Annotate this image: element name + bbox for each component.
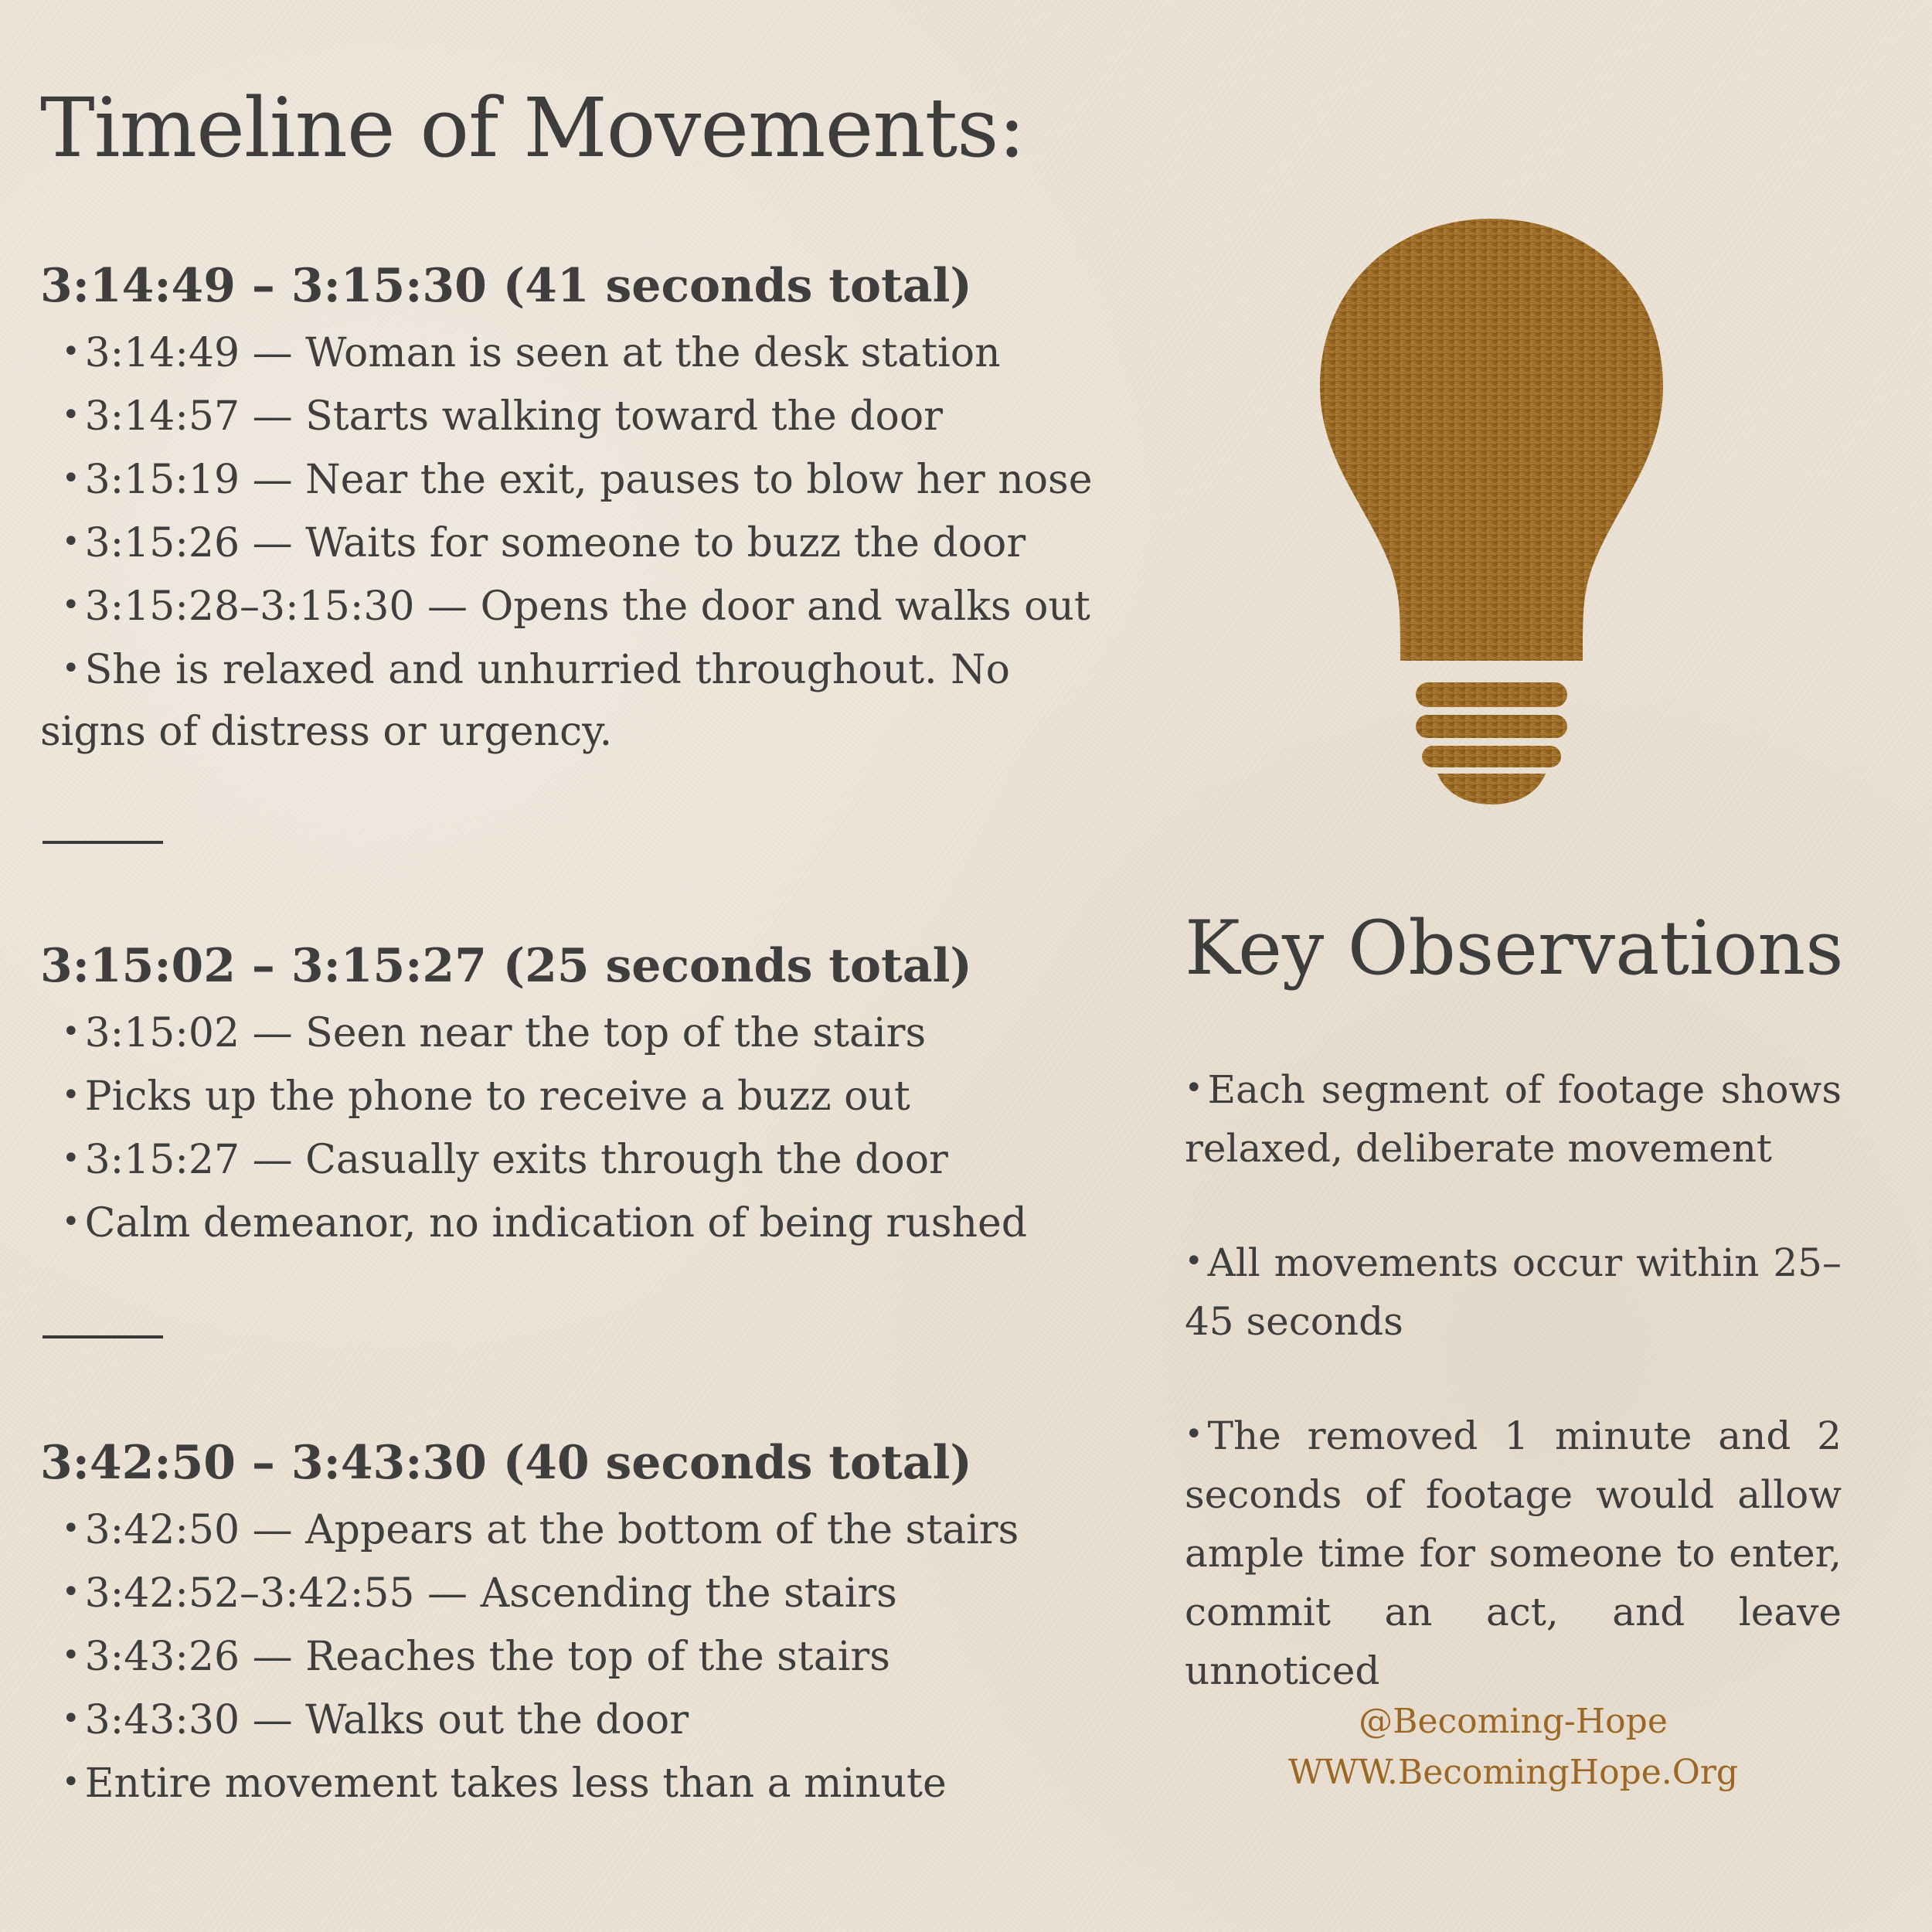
divider-1 [43,841,163,844]
bulb-base-ring-2 [1416,715,1567,738]
list-item: • All movements occur within 25–45 seconds [1185,1240,1842,1344]
social-handle: @Becoming-Hope [1359,1702,1668,1741]
list-item: • 3:42:52–3:42:55 — Ascending the stairs [62,1570,897,1617]
list-item: • Picks up the phone to receive a buzz out [62,1073,910,1120]
bullet-icon: • [1185,1243,1203,1279]
bullet-icon: • [62,1574,80,1610]
bullet-icon: • [62,1014,80,1049]
segment-list [40,1001,1028,1254]
bullet-icon: • [62,1701,80,1736]
bullet-icon: • [62,334,80,369]
segment-heading: 3:14:49 – 3:15:30 (41 seconds total) [40,259,972,313]
timeline-segment-2 [40,931,1028,1254]
segment-list [40,321,1093,638]
list-item: • Calm demeanor, no indication of being rushed [62,1200,1028,1247]
segment-note: • She is relaxed and unhurried throughout. No signs of distress or urgency. [40,647,1010,755]
key-observations-title: Key Observations [1185,905,1844,992]
segment-list [40,1498,1019,1815]
list-item: • Each segment of footage shows relaxed, deliberate movement [1185,1067,1842,1171]
divider-2 [43,1335,163,1338]
bulb-glass [1320,219,1663,661]
timeline-segment-1 [40,251,1093,763]
bullet-icon: • [62,397,80,433]
list-item: • 3:14:57 — Starts walking toward the door [62,393,944,440]
bullet-icon: • [62,524,80,560]
list-item: • 3:15:26 — Waits for someone to buzz the door [62,520,1026,566]
bullet-icon: • [62,1141,80,1176]
bullet-icon: • [62,651,80,686]
website-link[interactable]: WWW.BecomingHope.Org [1287,1753,1739,1792]
segment-heading: 3:42:50 – 3:43:30 (40 seconds total) [40,1436,972,1490]
list-item: • 3:15:27 — Casually exits through the door [62,1137,948,1183]
bulb-base-ring-1 [1416,682,1567,707]
list-item: • 3:15:19 — Near the exit, pauses to blow her nose [62,457,1093,503]
bullet-icon: • [1185,1417,1203,1452]
list-item: • The removed 1 minute and 2 seconds of footage would allow ample time for someone to enter, commit an act, and leave unnoticed [1185,1413,1842,1693]
bullet-icon: • [62,1511,80,1546]
list-item: • Entire movement takes less than a minute [62,1760,947,1807]
page-title: Timeline of Movements: [40,80,1026,175]
credits [1185,1696,1842,1798]
segment-heading: 3:15:02 – 3:15:27 (25 seconds total) [40,939,972,993]
bullet-icon: • [62,461,80,496]
lightbulb-icon [1314,213,1669,808]
list-item: • 3:15:02 — Seen near the top of the stairs [62,1010,927,1056]
timeline-segment-3 [40,1428,1019,1815]
bullet-icon: • [62,1764,80,1800]
bullet-icon: • [62,1204,80,1240]
list-item: • 3:43:30 — Walks out the door [62,1697,689,1743]
bullet-icon: • [1185,1070,1203,1106]
list-item: • 3:42:50 — Appears at the bottom of the stairs [62,1507,1019,1553]
list-item: • 3:15:28–3:15:30 — Opens the door and walks out [62,583,1090,630]
key-observations-list [1185,1059,1842,1754]
bullet-icon: • [62,1077,80,1113]
list-item: • 3:14:49 — Woman is seen at the desk station [62,330,1001,376]
list-item: • 3:43:26 — Reaches the top of the stairs [62,1634,890,1680]
bullet-icon: • [62,1638,80,1673]
bullet-icon: • [62,587,80,623]
bulb-tip [1437,774,1546,804]
bulb-base-ring-3 [1422,746,1561,767]
